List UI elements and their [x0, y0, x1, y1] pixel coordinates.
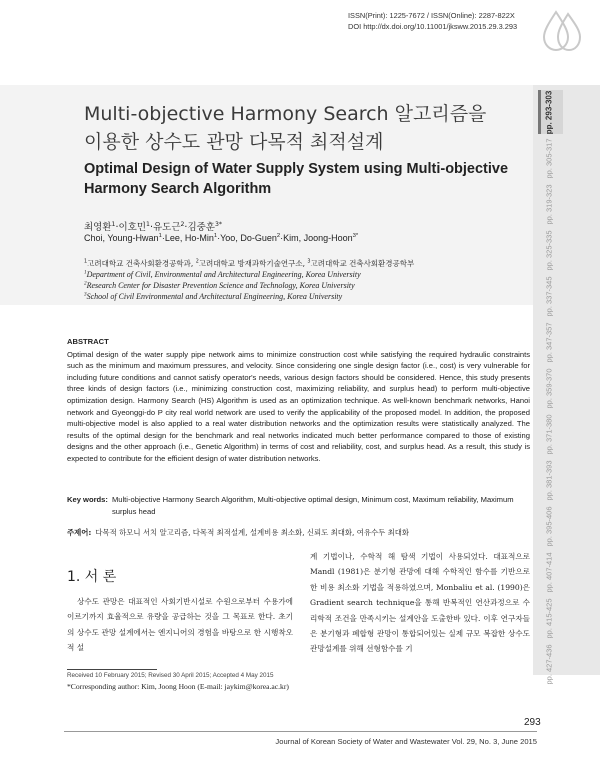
footnote-corresponding: *Corresponding author: Kim, Joong Hoon (E-mail: jaykim@korea.ac.kr) — [67, 682, 289, 691]
rail-item-pages[interactable]: pp. 381-393 — [544, 459, 554, 501]
author-name: Choi, Young-Hwan — [84, 233, 159, 243]
rail-item-pages[interactable]: pp. 305-317 — [544, 137, 554, 179]
author-name: 이호민 — [118, 222, 147, 233]
keywords-english — [67, 494, 530, 517]
affiliation-english: $^1$Department of Civil, Environmental and Architectural Engineering, Korea University — [84, 269, 361, 279]
rail-item-pages[interactable]: pp. 359-370 — [544, 367, 554, 409]
author-name: Kim, Joong-Hoon — [283, 233, 353, 243]
affiliation-english: $^2$Research Center for Disaster Prevention Science and Technology, Korea University — [84, 280, 355, 290]
rail-item-pages[interactable]: pp. 395-406 — [544, 505, 554, 547]
footnote-received: Received 10 February 2015; Revised 30 April 2015; Accepted 4 May 2015 — [67, 672, 274, 679]
rail-item-pages[interactable]: pp. 337-345 — [544, 275, 554, 317]
rail-item-pages[interactable]: pp. 347-357 — [544, 321, 554, 363]
english-title-line-1: Optimal Design of Water Supply System using Multi-objective — [84, 161, 509, 177]
keywords-text: Multi-objective Harmony Search Algorithm, Multi-objective optimal design, Minimum cost, Maximum reliability, Maximum surplus head — [111, 495, 514, 516]
keywords-korean — [67, 527, 530, 538]
rail-item-pages[interactable]: pp. 371-380 — [544, 413, 554, 455]
body-column-right: 계 기법이나, 수학적 해 탐색 기법이 사용되었다. 대표적으로 Mandl (1981)은 분기형 관망에 대해 수학적인 함수를 기반으로 한 비용 최소화 기법을 적용하였으며, Monbaliu et al. (1990)은 Gradient search technique을 통해 반복적인 연산과정으로 수리학적 조건을 만족시키는 설계안을 도출한바 있다. 이후 연구자들은 분기형과 폐합형 관망이 통합되어있는 실제 규모 복잡한 상수도 관망설계를 위해 선형함수를 기 — [310, 552, 530, 654]
author-name: Lee, Ho-Min — [164, 233, 214, 243]
rail-item-pages[interactable]: pp. 319-323 — [544, 183, 554, 225]
journal-footer: Journal of Korean Society of Water and Wastewater Vol. 29, No. 3, June 2015 — [275, 737, 537, 746]
keywords-korean-label: 주제어: — [67, 528, 92, 537]
footer-divider — [64, 731, 537, 732]
english-title-line-2: Harmony Search Algorithm — [84, 181, 272, 197]
author-name: 최영환 — [84, 222, 112, 233]
abstract-body: Optimal design of the water supply pipe network aims to minimize construction cost while satisfying the required hydraulic constraints such as the minimum and maximum pressures, and velocity. Since considering one single design factor (i.e., cost) is very vulnerable for including future conditions and cannot satisfy operator's needs, various design factors should be considered. Hence, this study presents three kinds of design factors (i.e., minimizing construction cost, maximizing reliability, and surplus head) to perform multi-objective optimization design. Harmony Search (HS) Algorithm is used as an optimization technique. As well-known benchmark networks, Hanoi network and Gyeonggi-do P city real world network are used to verify the applicability of the proposed model. In addition, the proposed multi-objective model is also applied to a real water distribution networks and the optimization results were statistically analyzed. The results of the optimal design for the benchmark and real networks indicated much better performance compared to those of existing designs and the other approach (i.e., Genetic Algorithm) in terms of cost and reliability, cost, and surplus head. As a result, this study is expected to contribute for the efficient design of water distribution networks. — [67, 349, 530, 463]
korean-title-line-2: 이용한 상수도 관망 다목적 최적설계 — [84, 131, 384, 153]
footnote-divider — [67, 669, 157, 670]
author-name: Yoo, Do-Guen — [220, 233, 277, 243]
keywords-label: Key words: — [67, 495, 108, 504]
author-name: 유도근 — [152, 222, 181, 233]
abstract-heading: ABSTRACT — [67, 337, 109, 346]
journal-logo-icon — [542, 8, 582, 52]
rail-item-pages[interactable]: pp. 325-335 — [544, 229, 554, 271]
body-column-left: 상수도 관망은 대표적인 사회기반시설로 수원으로부터 수용가에 이르기까지 효율적으로 유량을 공급하는 것을 그 목표로 한다. 초기의 상수도 관망 설계에서는 엔지니어의 경험을 바탕으로 한 시행착오적 설 — [67, 597, 293, 653]
keywords-korean-text: 다목적 하모니 서치 알고리즘, 다목적 최적설계, 설계비용 최소화, 신뢰도 최대화, 여유수두 최대화 — [95, 528, 410, 537]
issn-line: ISSN(Print): 1225-7672 / ISSN(Online): 2287-822X — [348, 11, 515, 20]
english-title — [84, 159, 524, 199]
affiliations — [84, 258, 524, 302]
korean-title-line-1: Multi-objective Harmony Search 알고리즘을 — [84, 103, 487, 125]
rail-item-pages[interactable]: pp. 293-303 — [544, 90, 554, 134]
korean-title — [84, 100, 524, 156]
author-name: 김중훈 — [187, 222, 215, 233]
authors-english: Choi, Young-Hwan$^1$·Lee, Ho-Min$^1$·Yoo, Do-Guen$^2$·Kim, Joong-Hoon$^{3*}$ — [84, 233, 359, 243]
rail-item-pages[interactable]: pp. 415-425 — [544, 597, 554, 639]
affiliation-english: $^3$School of Civil Environmental and Architectural Engineering, Korea University — [84, 291, 343, 301]
doi-line: DOI http://dx.doi.org/10.11001/jksww.2015.29.3.293 — [348, 22, 518, 31]
affiliation-korean: $^1$고려대학교 건축사회환경공학과, $^2$고려대학교 방재과학기술연구소, $^3$고려대학교 건축사회환경공학부 — [84, 258, 415, 268]
page-number: 293 — [524, 717, 541, 728]
abstract — [67, 336, 530, 465]
rail-item-pages[interactable]: pp. 427-436 — [544, 643, 554, 685]
issn-doi-block — [348, 10, 568, 32]
authors-korean: 최영환$^1$·이호민$^1$·유도근$^2$·김중훈$^{3*}$ — [84, 220, 222, 233]
rail-item-pages[interactable]: pp. 407-414 — [544, 551, 554, 593]
section-heading: 1. 서 론 — [67, 569, 117, 585]
